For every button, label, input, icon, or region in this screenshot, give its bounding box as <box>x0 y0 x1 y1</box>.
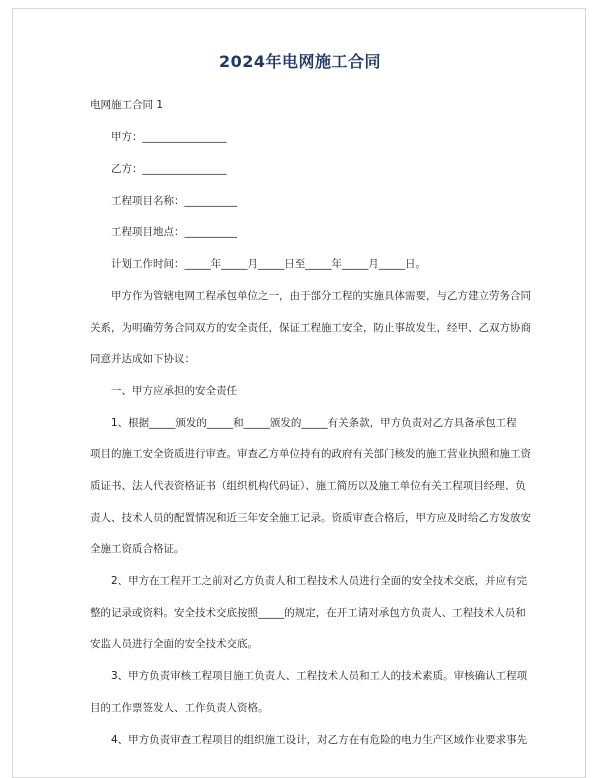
party-b-field: 乙方：________________ <box>111 163 227 175</box>
clause-1-line: 质证书、法人代表资格证书（组织机构代码证）、施工简历以及施工单位有关工程项目经理、负 <box>90 480 526 492</box>
clause-1-line: 责人、技术人员的配置情况和近三年安全施工记录。资质审查合格后，甲方应及时给乙方发放安 <box>90 512 531 524</box>
intro-line: 关系，为明确劳务合同双方的安全责任，保证工程施工安全，防止事故发生，经甲、乙双方协商 <box>90 322 531 334</box>
party-a-field: 甲方：________________ <box>111 131 227 143</box>
schedule-field: 计划工作时间：_____年_____月_____日至_____年_____月_____日。 <box>111 258 426 270</box>
clause-2-line: 2、甲方在工程开工之前对乙方负责人和工程技术人员进行全面的安全技术交底，并应有完 <box>111 575 528 587</box>
document-title: 2024年电网施工合同 <box>218 52 382 71</box>
clause-1-line: 全施工资质合格证。 <box>90 543 185 555</box>
clause-3-line: 目的工作票签发人、工作负责人资格。 <box>90 702 269 714</box>
project-location-field: 工程项目地点：__________ <box>111 226 237 238</box>
clause-1-line: 项目的施工安全资质进行审查。审查乙方单位持有的政府有关部门核发的施工营业执照和施工资 <box>90 448 531 460</box>
clause-1-line: 1、根据_____颁发的_____和_____颁发的_____有关条款，甲方负责对乙方具备承包工程 <box>111 417 517 429</box>
document-subtitle: 电网施工合同 1 <box>90 99 164 111</box>
intro-line: 甲方作为管辖电网工程承包单位之一，由于部分工程的实施具体需要，与乙方建立劳务合同 <box>111 290 531 302</box>
clause-2-line: 整的记录或资料。安全技术交底按照_____的规定，在开工请对承包方负责人、工程技术人员和 <box>90 607 526 619</box>
clause-2-line: 安监人员进行全面的安全技术交底。 <box>90 638 258 650</box>
section-heading: 一、甲方应承担的安全责任 <box>111 385 237 397</box>
clause-4-line: 4、甲方负责审查工程项目的组织施工设计，对乙方在有危险的电力生产区域作业要求事先 <box>111 734 528 746</box>
project-name-field: 工程项目名称：__________ <box>111 195 237 207</box>
intro-line: 同意并达成如下协议： <box>90 353 195 365</box>
clause-3-line: 3、甲方负责审核工程项目施工负责人、工程技术人员和工人的技术素质。审核确认工程项 <box>111 670 528 682</box>
